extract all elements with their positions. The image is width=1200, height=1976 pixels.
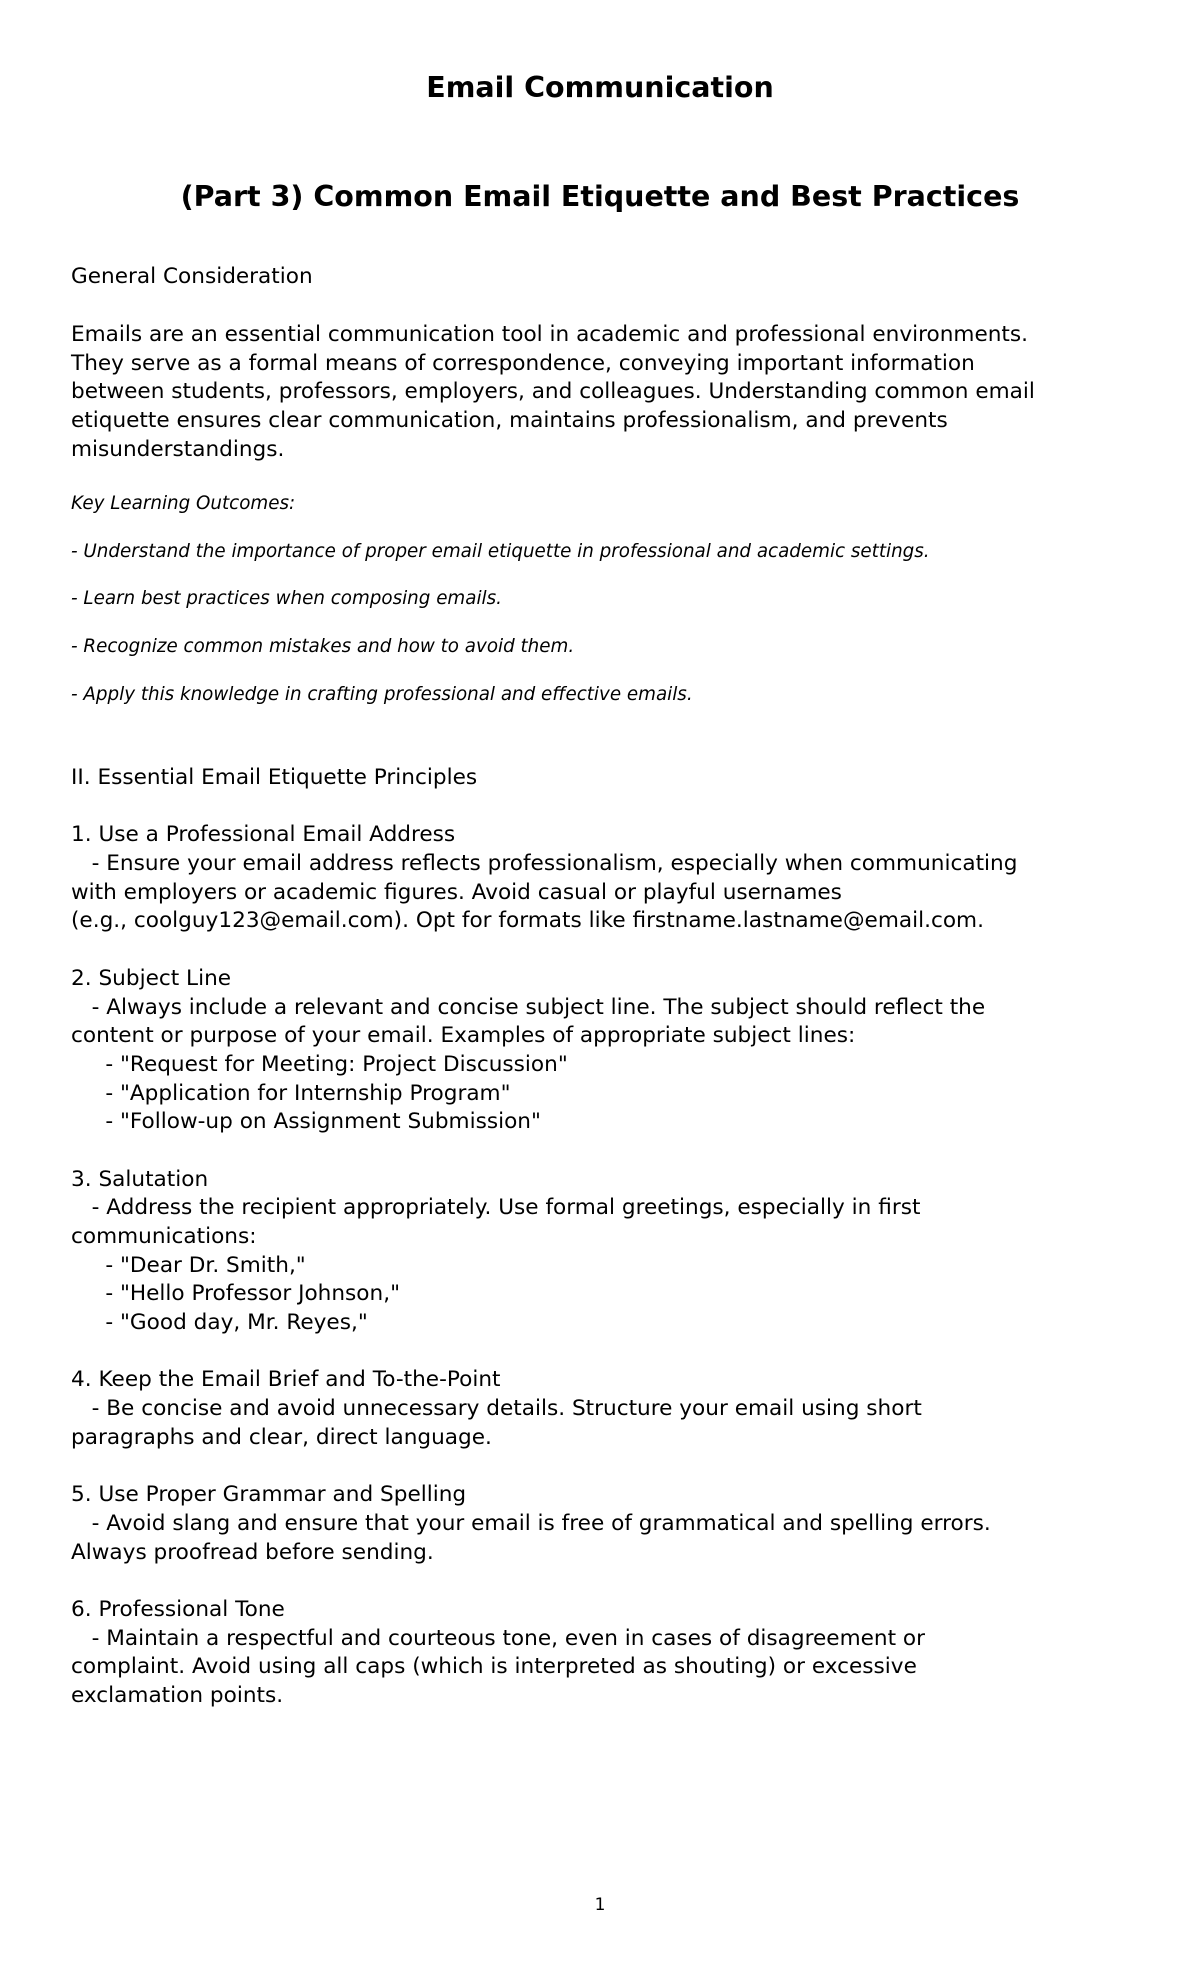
principle-line: - "Request for Meeting: Project Discussion" (71, 1051, 568, 1077)
principle-line: - Be concise and avoid unnecessary details. Structure your email using short (71, 1396, 922, 1422)
principle-line: Always proofread before sending. (71, 1539, 434, 1565)
paragraph-line: Emails are an essential communication tool in academic and professional environments. (71, 322, 1028, 347)
principle-line (71, 1567, 1017, 1596)
principle-line (71, 1338, 1017, 1367)
section-heading: (Part 3) Common Email Etiquette and Best Practices (180, 180, 1020, 213)
outcome-line: - Learn best practices when composing emails. (71, 588, 502, 610)
principle-line: - "Dear Dr. Smith," (71, 1252, 306, 1278)
principle-line: paragraphs and clear, direct language. (71, 1424, 492, 1450)
principle-line: (e.g., coolguy123@email.com). Opt for formats like firstname.lastname@email.com. (71, 908, 984, 934)
principle-line: 5. Use Proper Grammar and Spelling (71, 1482, 467, 1508)
principle-line: exclamation points. (71, 1683, 284, 1708)
principle-line: with employers or academic figures. Avoid casual or playful usernames (71, 879, 842, 905)
principle-line: - Always include a relevant and concise subject line. The subject should reflect the (71, 994, 986, 1020)
principle-line: - Avoid slang and ensure that your email is free of grammatical and spelling errors. (71, 1510, 991, 1536)
principle-line: 3. Salutation (71, 1166, 209, 1192)
paragraph-line: between students, professors, employers, and colleagues. Understanding common email (71, 379, 1035, 405)
general-consideration-heading: General Consideration (71, 264, 313, 289)
principle-line: 2. Subject Line (71, 965, 232, 991)
paragraph-line: etiquette ensures clear communication, maintains professionalism, and prevents (71, 408, 948, 434)
principle-line: communications: (71, 1224, 257, 1249)
outcome-line: Key Learning Outcomes: (71, 493, 296, 514)
principle-line: - Address the recipient appropriately. Use formal greetings, especially in first (71, 1195, 921, 1221)
principle-line (71, 1453, 1017, 1482)
outcome-line: - Understand the importance of proper email etiquette in professional and academic settings. (71, 540, 930, 562)
paragraph-line: misunderstandings. (71, 436, 285, 462)
principle-line: complaint. Avoid using all caps (which is interpreted as shouting) or excessive (71, 1654, 917, 1680)
outcome-line: - Recognize common mistakes and how to avoid them. (71, 636, 575, 658)
paragraph-line: They serve as a formal means of correspondence, conveying important information (71, 350, 975, 376)
principle-line: - "Good day, Mr. Reyes," (71, 1310, 368, 1336)
principle-line: 6. Professional Tone (71, 1596, 285, 1622)
principle-line (71, 793, 1017, 822)
principle-line (71, 936, 1017, 965)
principle-line: - "Hello Professor Johnson," (71, 1281, 400, 1307)
principle-line: II. Essential Email Etiquette Principles (71, 765, 478, 790)
principle-line: - Maintain a respectful and courteous tone, even in cases of disagreement or (71, 1625, 926, 1651)
principle-line: 1. Use a Professional Email Address (71, 822, 456, 848)
principles-section (71, 764, 1017, 1711)
principle-line (71, 1137, 1017, 1166)
document-title: Email Communication (426, 71, 774, 104)
principle-line: 4. Keep the Email Brief and To-the-Point (71, 1367, 501, 1393)
intro-paragraph (71, 321, 1035, 464)
principle-line: - Ensure your email address reflects professionalism, especially when communicating (71, 851, 1018, 877)
principle-line: - "Follow-up on Assignment Submission" (71, 1109, 541, 1135)
page-number: 1 (594, 1895, 606, 1915)
learning-outcomes (71, 480, 930, 718)
principle-line: - "Application for Internship Program" (71, 1080, 511, 1106)
outcome-line: - Apply this knowledge in crafting professional and effective emails. (71, 683, 693, 705)
principle-line: content or purpose of your email. Examples of appropriate subject lines: (71, 1023, 856, 1049)
